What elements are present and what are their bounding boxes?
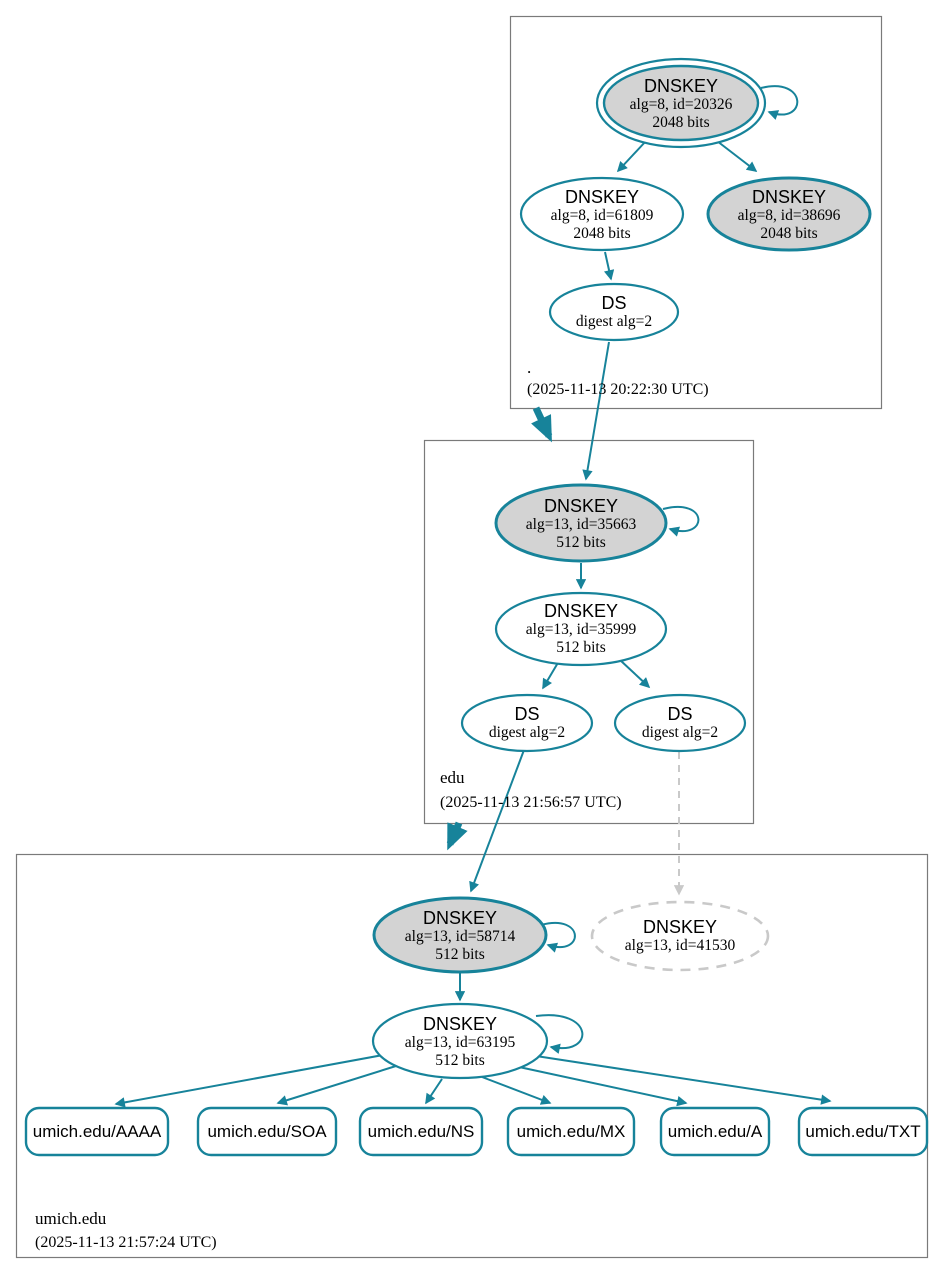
node-params: alg=13, id=35663 bbox=[525, 516, 637, 533]
node-type: DNSKEY bbox=[543, 601, 619, 621]
node-params: digest alg=2 bbox=[575, 313, 653, 330]
node-type: DS bbox=[514, 704, 540, 724]
rrset-umich-edu-txt[interactable] bbox=[799, 1108, 927, 1155]
node-type: DNSKEY bbox=[643, 76, 719, 96]
delegation-arrow-edu-to-umich bbox=[450, 823, 459, 844]
rrset-label-soa: umich.edu/SOA bbox=[207, 1122, 327, 1141]
rrset-label-mx: umich.edu/MX bbox=[516, 1122, 626, 1141]
delegation-arrow-root-to-edu bbox=[536, 408, 549, 436]
node-umich-key-missing[interactable] bbox=[592, 902, 768, 970]
node-params: alg=8, id=61809 bbox=[550, 207, 654, 224]
rrset-umich-edu-a[interactable] bbox=[661, 1108, 769, 1155]
rrset-label-a: umich.edu/A bbox=[667, 1122, 763, 1141]
node-root-key-38696[interactable] bbox=[708, 178, 870, 250]
node-size: 2048 bits bbox=[760, 225, 818, 242]
node-edu-ds-right[interactable] bbox=[615, 695, 745, 751]
zone-label-umich: umich.edu bbox=[35, 1209, 107, 1228]
node-size: 2048 bits bbox=[573, 225, 631, 242]
rrset-label-aaaa: umich.edu/AAAA bbox=[32, 1122, 162, 1141]
node-edu-ksk[interactable] bbox=[496, 485, 666, 561]
node-type: DNSKEY bbox=[642, 917, 718, 937]
node-params: alg=13, id=58714 bbox=[404, 928, 516, 945]
node-root-ksk[interactable] bbox=[597, 59, 765, 147]
node-params: alg=8, id=38696 bbox=[737, 207, 841, 224]
node-edu-zsk[interactable] bbox=[496, 593, 666, 665]
node-edu-ds-left[interactable] bbox=[462, 695, 592, 751]
node-params: alg=13, id=63195 bbox=[404, 1034, 516, 1051]
node-params: alg=13, id=35999 bbox=[525, 621, 637, 638]
rrset-umich-edu-ns[interactable] bbox=[360, 1108, 482, 1155]
node-type: DNSKEY bbox=[422, 908, 498, 928]
node-params: digest alg=2 bbox=[641, 724, 719, 741]
node-size: 512 bits bbox=[435, 1052, 485, 1069]
zone-label-edu: edu bbox=[440, 768, 465, 787]
rrset-label-txt: umich.edu/TXT bbox=[805, 1122, 921, 1141]
node-type: DNSKEY bbox=[564, 187, 640, 207]
node-umich-zsk[interactable] bbox=[373, 1004, 547, 1078]
node-type: DNSKEY bbox=[751, 187, 827, 207]
node-root-ds[interactable] bbox=[550, 284, 678, 340]
rrset-umich-edu-soa[interactable] bbox=[198, 1108, 336, 1155]
node-size: 2048 bits bbox=[652, 114, 710, 131]
rrset-umich-edu-aaaa[interactable] bbox=[26, 1108, 168, 1155]
zone-label-root: . bbox=[527, 358, 532, 377]
node-size: 512 bits bbox=[556, 534, 606, 551]
node-params: alg=13, id=41530 bbox=[624, 937, 736, 954]
node-size: 512 bits bbox=[556, 639, 606, 656]
node-type: DNSKEY bbox=[422, 1014, 498, 1034]
node-root-ksk-inner-ring bbox=[604, 66, 758, 140]
node-type: DS bbox=[667, 704, 693, 724]
node-params: digest alg=2 bbox=[488, 724, 566, 741]
node-type: DNSKEY bbox=[543, 496, 619, 516]
rrset-label-ns: umich.edu/NS bbox=[367, 1122, 475, 1141]
node-umich-ksk[interactable] bbox=[374, 898, 546, 972]
zone-timestamp-root: (2025-11-13 20:22:30 UTC) bbox=[527, 381, 709, 398]
node-size: 512 bits bbox=[435, 946, 485, 963]
rrset-umich-edu-mx[interactable] bbox=[508, 1108, 634, 1155]
node-params: alg=8, id=20326 bbox=[629, 96, 733, 113]
node-root-zsk[interactable] bbox=[521, 178, 683, 250]
zone-timestamp-edu: (2025-11-13 21:56:57 UTC) bbox=[440, 794, 622, 811]
node-type: DS bbox=[601, 293, 627, 313]
zone-timestamp-umich: (2025-11-13 21:57:24 UTC) bbox=[35, 1234, 217, 1251]
